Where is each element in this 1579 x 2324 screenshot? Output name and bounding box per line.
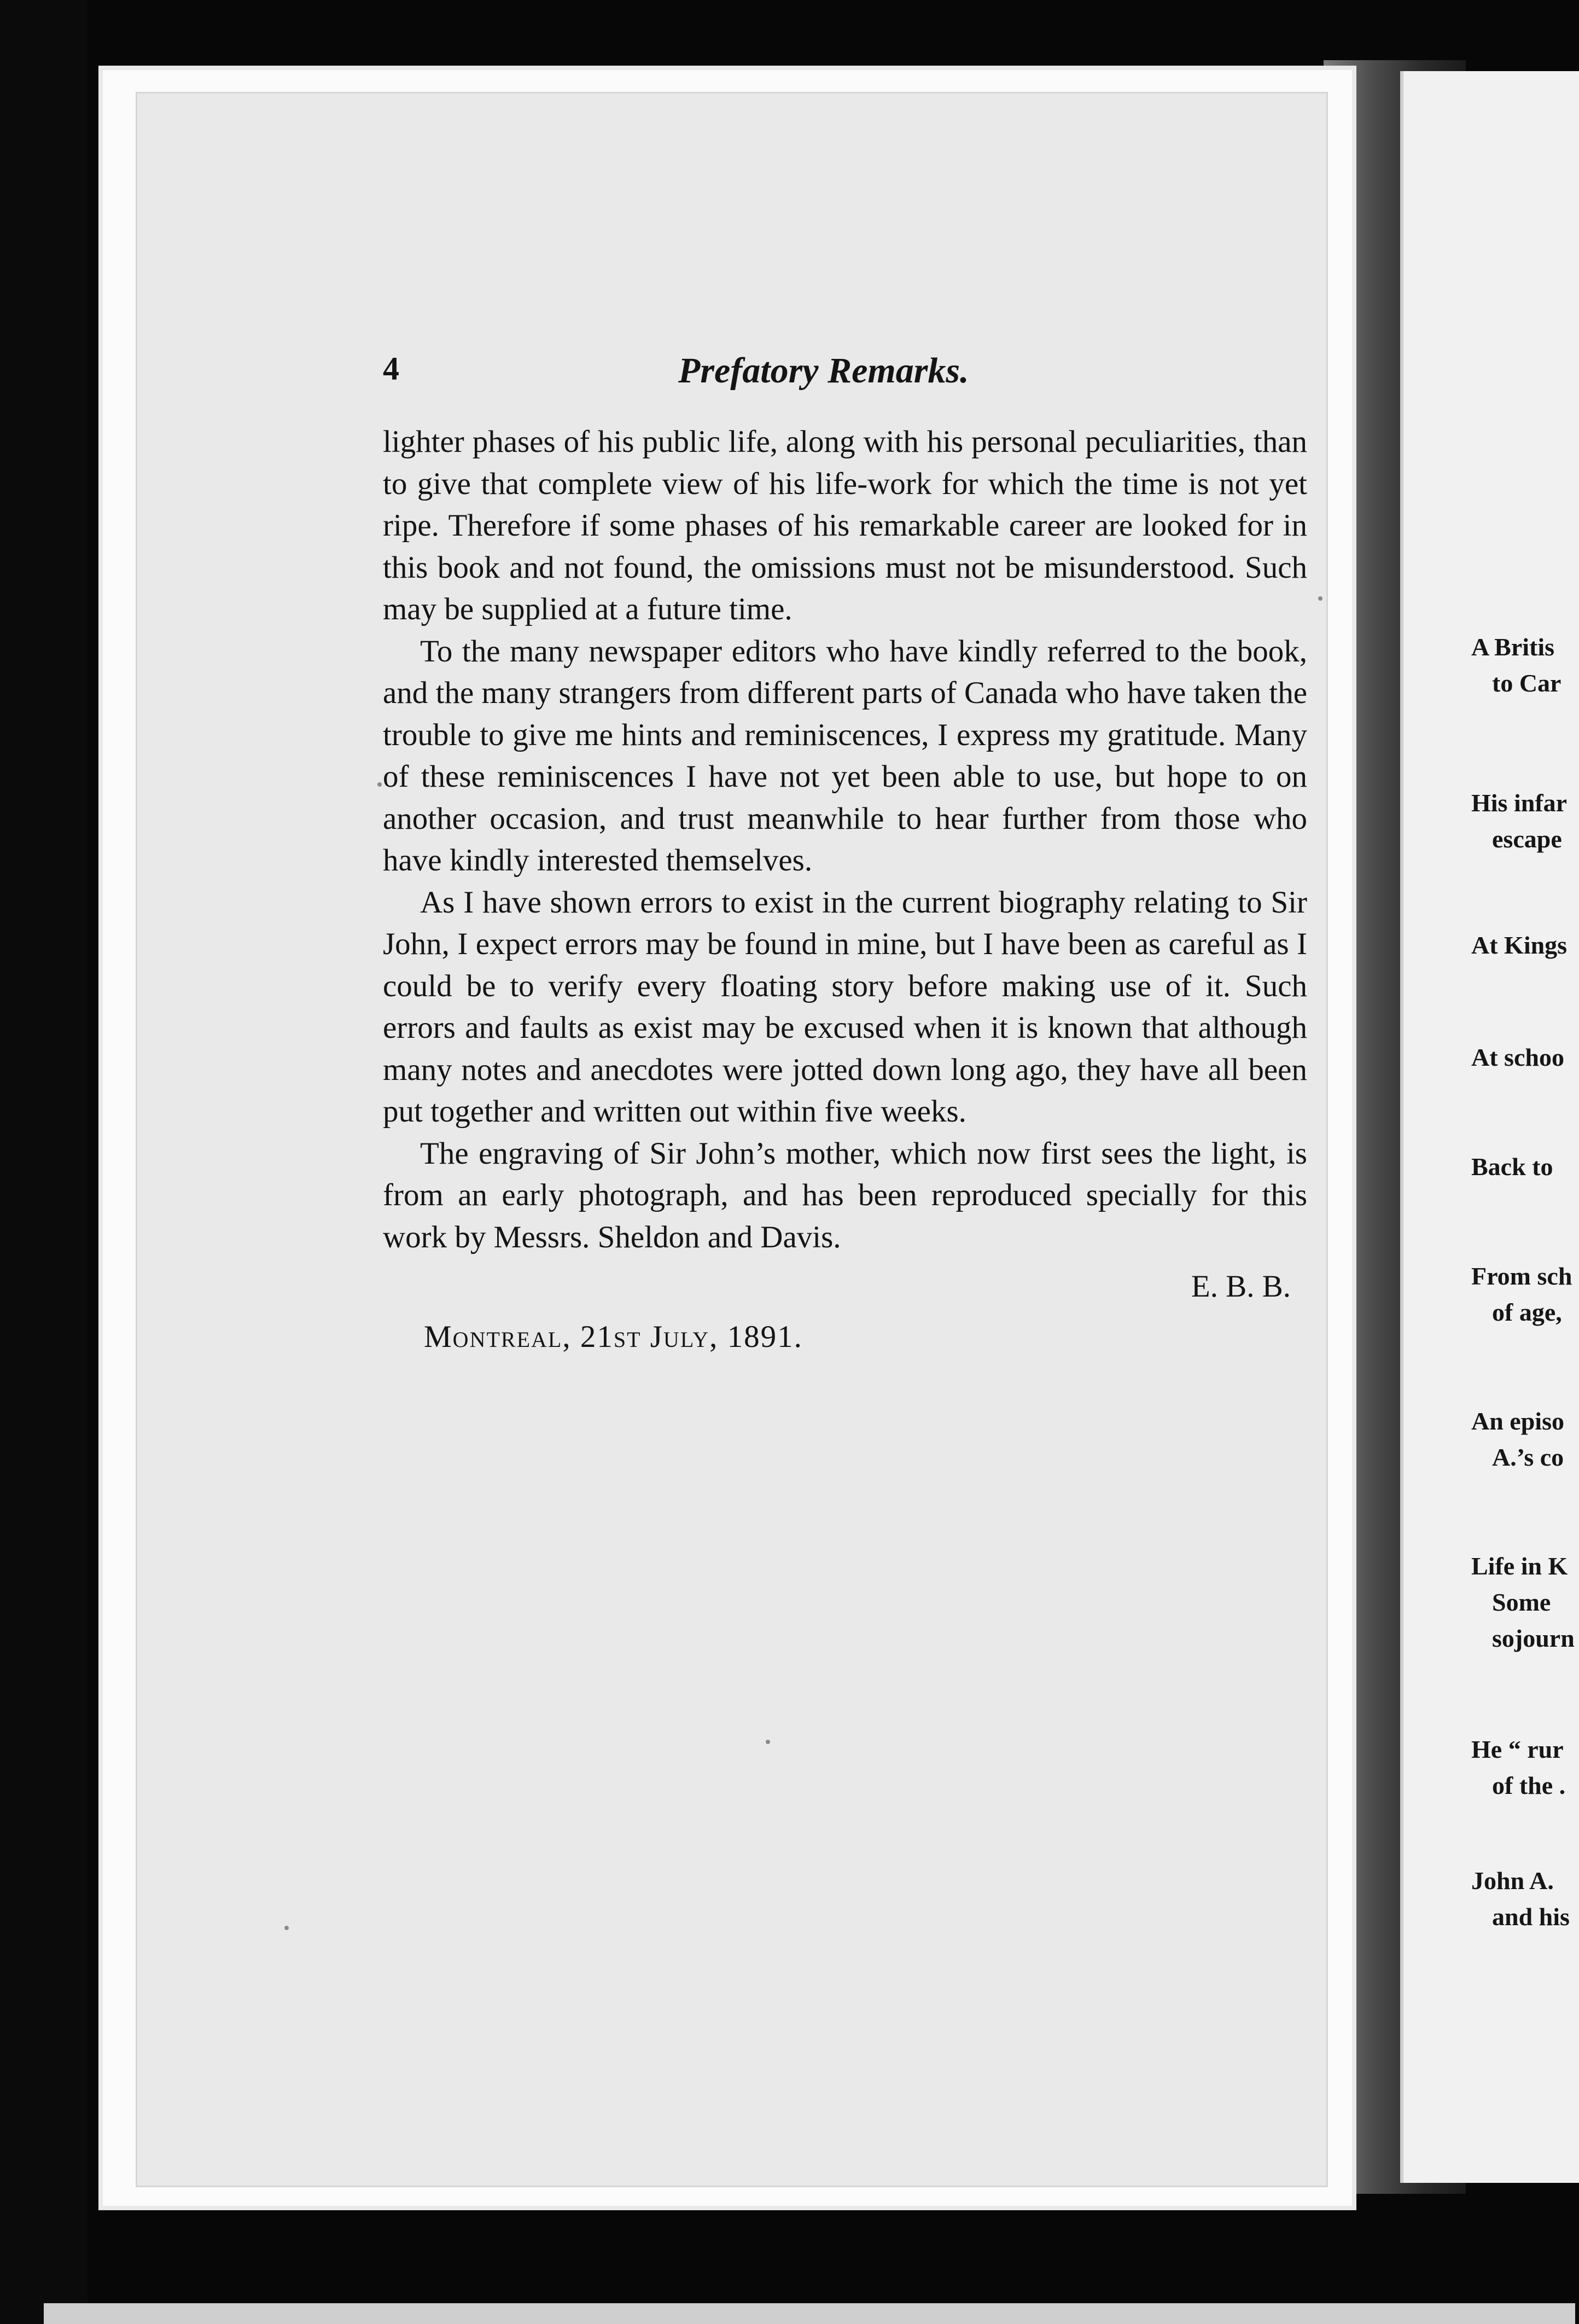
contents-entry bbox=[1471, 785, 1567, 857]
contents-line: A.’s co bbox=[1492, 1443, 1564, 1471]
paragraph-errors: As I have shown errors to exist in the current biography relating to Sir John, I expect errors may be found in mine, but I have been as careful as I could be to verify every floating story before making use of it. Such errors and faults as exist may be excused when it is known that although many notes and anecdotes were jotted down long ago, they have all been put together and written out within five weeks. bbox=[383, 885, 1307, 1129]
lower-page-edge bbox=[44, 2303, 1575, 2324]
contents-entry bbox=[1471, 1149, 1553, 1185]
contents-line: and his bbox=[1492, 1903, 1570, 1931]
contents-line: to Car bbox=[1492, 669, 1561, 697]
page-text bbox=[383, 350, 1307, 1358]
author-initials: E. B. B. bbox=[1191, 1269, 1291, 1304]
contents-entry bbox=[1471, 1732, 1565, 1804]
dust-speck bbox=[284, 1926, 289, 1930]
dust-speck bbox=[766, 1740, 770, 1744]
contents-line: His infar bbox=[1471, 789, 1568, 817]
contents-entry bbox=[1471, 927, 1567, 963]
contents-line: Some bbox=[1492, 1588, 1551, 1616]
running-head: Prefatory Remarks. bbox=[678, 351, 969, 391]
page-header bbox=[383, 350, 1307, 399]
contents-line: sojourn bbox=[1492, 1624, 1575, 1652]
contents-line: Back to bbox=[1471, 1153, 1553, 1181]
contents-line: From sch bbox=[1471, 1262, 1572, 1290]
contents-entry bbox=[1471, 1039, 1564, 1076]
contents-entry bbox=[1471, 1548, 1575, 1657]
contents-line: Life in K bbox=[1471, 1552, 1568, 1580]
contents-entry bbox=[1471, 629, 1561, 701]
contents-line: At schoo bbox=[1471, 1043, 1564, 1071]
paragraph-gratitude: To the many newspaper editors who have kindly referred to the book, and the many strangers from different parts of Canada who have taken the trouble to give me hints and reminiscences, I express my gratitude. Many of these reminiscences I have not yet been able to use, but hope to on another occasion, and trust meanwhile to hear further from those who have kindly interested themselves. bbox=[383, 634, 1307, 878]
contents-line: He “ rur bbox=[1471, 1735, 1564, 1763]
contents-line: John A. bbox=[1471, 1867, 1554, 1895]
paragraph-engraving: The engraving of Sir John’s mother, which now first sees the light, is from an early photograph, and has been reproduced specially for this work by Messrs. Sheldon and Davis. bbox=[383, 1136, 1307, 1254]
contents-line: of the . bbox=[1492, 1771, 1566, 1799]
scan-dark-margin bbox=[0, 0, 88, 2324]
dust-speck bbox=[377, 782, 382, 787]
contents-entry bbox=[1471, 1258, 1572, 1331]
paragraph-continuation: lighter phases of his public life, along with his personal peculiarities, than to give that complete view of his life-work for which the time is not yet ripe. Therefore if some phases of his remarkable career are looked for in this book and not found, the omissions must not be misunderstood. Such may be supplied at a future time. bbox=[383, 425, 1307, 626]
page-number: 4 bbox=[383, 351, 399, 387]
contents-line: escape bbox=[1492, 825, 1562, 853]
contents-line: An episo bbox=[1471, 1407, 1564, 1435]
dateline: Montreal, 21st July, 1891. bbox=[424, 1320, 803, 1354]
contents-line: At Kings bbox=[1471, 931, 1568, 959]
contents-entry bbox=[1471, 1863, 1570, 1935]
contents-line: A Britis bbox=[1471, 633, 1555, 661]
contents-entry bbox=[1471, 1403, 1564, 1475]
dust-speck bbox=[1318, 596, 1322, 601]
contents-line: of age, bbox=[1492, 1298, 1562, 1326]
